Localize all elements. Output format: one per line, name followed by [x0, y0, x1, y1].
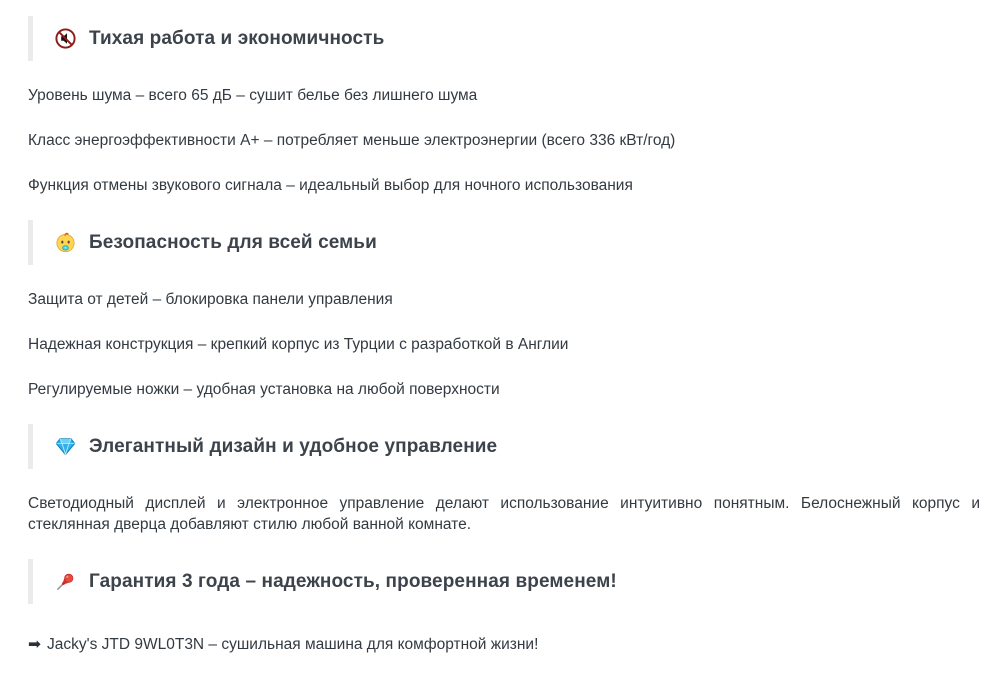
footer-line — [28, 634, 980, 655]
muted-speaker-icon — [54, 27, 77, 50]
pushpin-icon — [54, 570, 77, 593]
section-heading — [28, 220, 980, 265]
feature-paragraph: Надежная конструкция – крепкий корпус из Турции с разработкой в Англии — [28, 336, 569, 353]
right-arrow-icon: ➡ — [28, 636, 41, 653]
baby-icon — [54, 231, 77, 254]
section-warranty — [28, 559, 980, 604]
feature-paragraph: Функция отмены звукового сигнала – идеальный выбор для ночного использования — [28, 177, 633, 194]
feature-paragraph: Защита от детей – блокировка панели управления — [28, 291, 393, 308]
section-design-control — [28, 424, 980, 535]
feature-paragraph: Класс энергоэффективности А+ – потребляет меньше электроэнергии (всего 336 кВт/год) — [28, 132, 676, 149]
feature-paragraph: Светодиодный дисплей и электронное управление делают использование интуитивно понятным. Белоснежный корпус и стеклянная дверца добавляют стилю любой ванной комнате. — [28, 495, 980, 533]
section-family-safety — [28, 220, 980, 400]
feature-paragraph: Регулируемые ножки – удобная установка на любой поверхности — [28, 381, 500, 398]
section-heading — [28, 424, 980, 469]
heading-text: Безопасность для всей семьи — [89, 231, 377, 253]
section-quiet-operation — [28, 16, 980, 196]
heading-text: Элегантный дизайн и удобное управление — [89, 435, 498, 457]
heading-text: Тихая работа и экономичность — [89, 27, 385, 49]
section-heading — [28, 559, 980, 604]
footer-text: Jacky's JTD 9WL0T3N – сушильная машина для комфортной жизни! — [47, 636, 539, 653]
gem-icon — [54, 435, 77, 458]
feature-paragraph: Уровень шума – всего 65 дБ – сушит белье без лишнего шума — [28, 87, 478, 104]
section-heading — [28, 16, 980, 61]
heading-text: Гарантия 3 года – надежность, проверенная временем! — [89, 570, 617, 592]
